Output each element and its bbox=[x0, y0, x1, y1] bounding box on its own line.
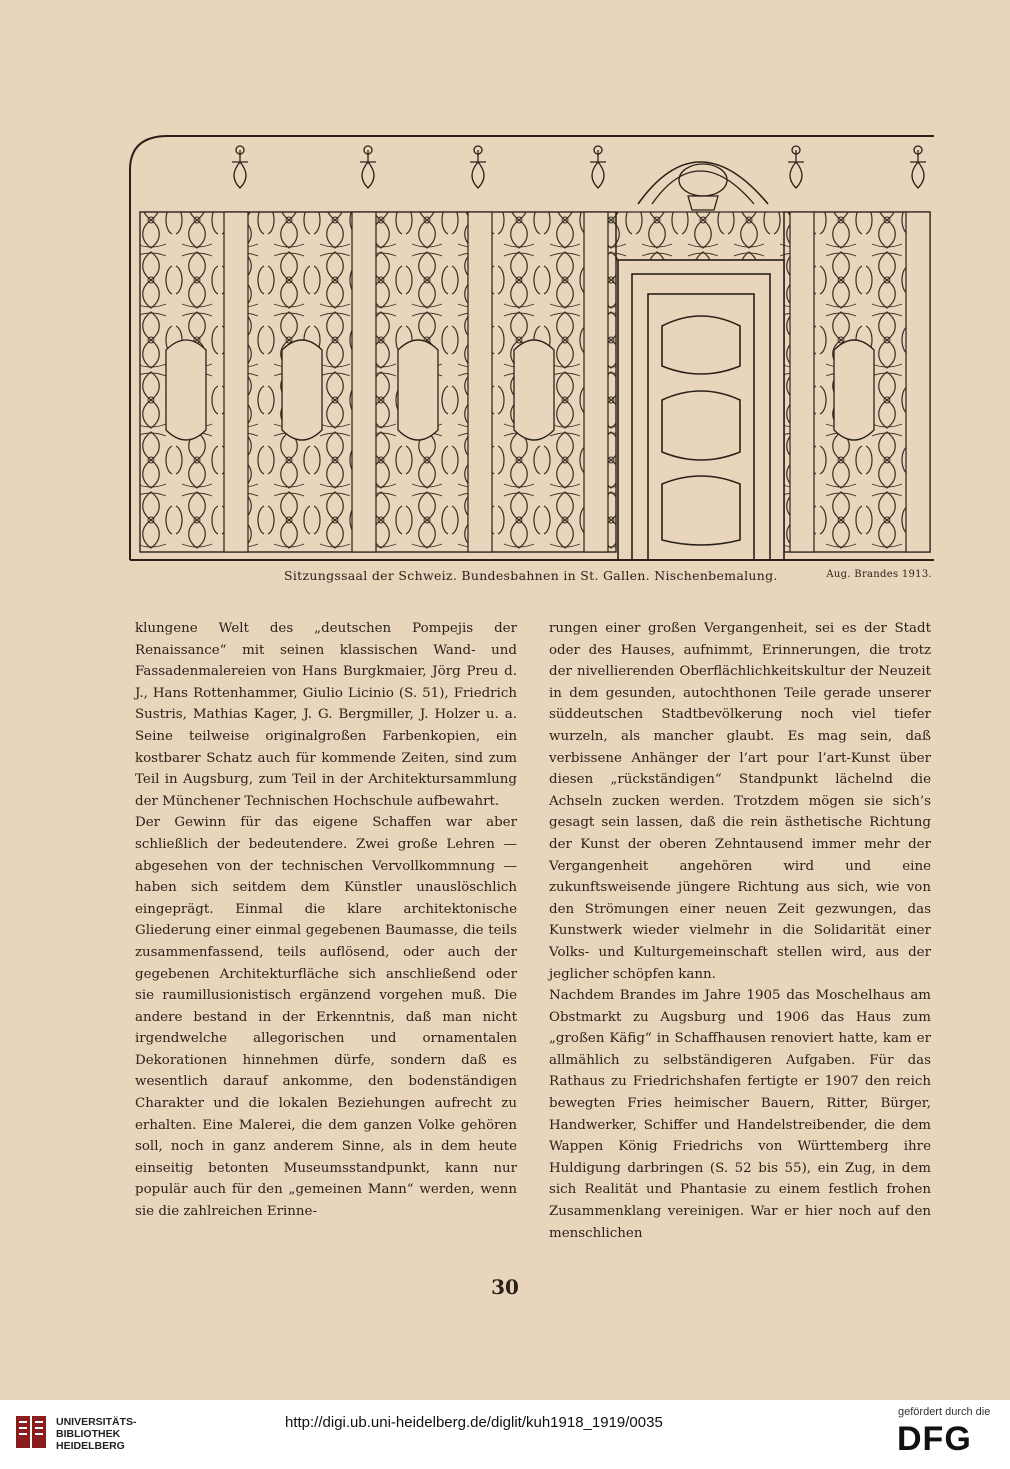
text-column-left bbox=[135, 618, 517, 1223]
digitization-footer bbox=[0, 1400, 1010, 1469]
university-library-logo-icon bbox=[14, 1414, 48, 1450]
page-number: 30 bbox=[491, 1275, 519, 1299]
caption-text: Sitzungssaal der Schweiz. Bundesbahnen in St. Gallen. Nischenbemalung. bbox=[284, 568, 778, 583]
paragraph: Der Gewinn für das eigene Schaffen war aber schließlich der bedeutendere. Zwei große Lehren — abgesehen von der technischen Vervollkommnung — haben sich seitdem dem Künstler unauslöschlich eingeprägt. Einmal die klare architektonische Gliederung einer einmal gegebenen Baumasse, die teils zusammenfassend, teils auflösend, oder auch der gegebenen Architekturfläche sich anschließend oder sie raumillusionistisch ergänzend vorgehen muß. Die andere bestand in der Erkenntnis, daß man nicht irgendwelche allegorischen und ornamentalen Dekorationen hinnehmen dürfe, sondern daß es wesentlich darauf ankomme, den bodenständigen Charakter und die lokalen Beziehungen aufrecht zu erhalten. Eine Malerei, die dem ganzen Volke gehören soll, noch in ganz anderem Sinne, als in dem heute einseitig betonten Museumsstandpunkt, kann nur populär auch für den „gemeinen Mann“ werden, wenn sie die zahlreichen Erinne- bbox=[135, 815, 517, 1220]
paragraph: Nachdem Brandes im Jahre 1905 das Moschelhaus am Obstmarkt zu Augsburg und 1906 das Haus zum „großen Käfig“ in Schaffhausen renoviert hatte, kam er allmählich zu selbständigeren Aufgaben. Für das Rathaus zu Friedrichshafen fertigte er 1907 den reich bewegten Fries heimischer Bauern, Ritter, Bürger, Handwerker, Schiffer und Handelstreibender, die dem Wappen König Friedrichs von Württemberg ihre Huldigung darbringen (S. 52 bis 55), ein Zug, in dem sich Realität und Phantasie zu einem festlich frohen Zusammenklang vereinigen. War er hier noch auf den menschlichen bbox=[549, 988, 931, 1241]
artist-signature: Aug. Brandes 1913. bbox=[826, 569, 932, 580]
illustration-caption bbox=[128, 566, 936, 586]
source-url-link[interactable]: http://digi.ub.uni-heidelberg.de/diglit/kuh1918_1919/0035 bbox=[285, 1414, 663, 1431]
paragraph: rungen einer großen Vergangenheit, sei es der Stadt oder des Hauses, aufnimmt, Erinnerungen, die trotz der nivellierenden Oberflächlichkeitskultur der Neuzeit in dem gesunden, autochthonen Teile gerade unserer süddeutschen Stadtbevölkerung noch viel tiefer wurzeln, als mancher glaubt. Es mag sein, daß verbissene Anhänger der l’art pour l’art-Kunst über diesen „rückständigen“ Standpunkt lächelnd die Achseln zucken werden. Trotzdem mögen sie sich’s gesagt sein lassen, daß die rein ästhetische Richtung der Kunst der oberen Zehntausend immer mehr der Vergangenheit angehören wird und eine zukunftsweisende jüngere Richtung aus sich, wie von den Strömungen einer neuen Zeit gezwungen, das Kunstwerk wieder vielmehr in die Solidarität einer Volks- und Kulturgemeinschaft stellen wird, aus der jeglicher schöpfen kann. bbox=[549, 621, 931, 982]
dfg-logo: DFG bbox=[897, 1420, 972, 1458]
wall-ornament-illustration bbox=[128, 130, 936, 562]
funded-by-text: gefördert durch die bbox=[898, 1406, 991, 1418]
library-name: UNIVERSITÄTS- BIBLIOTHEK HEIDELBERG bbox=[56, 1416, 137, 1452]
paragraph: klungene Welt des „deutschen Pompejis der Renaissance“ mit seinen klassischen Wand- und Fassadenmalereien von Hans Burgkmaier, Jörg Preu d. J., Hans Rottenhammer, Giulio Licinio (S. 51), Friedrich Sustris, Mathias Kager, J. G. Bergmiller, J. Holzer u. a. Seine teilweise originalgroßen Farbenkopien, ein kostbarer Schatz auch für kommende Zeiten, sind zum Teil in Augsburg, zum Teil in der Architektursammlung der Münchener Technischen Hochschule aufbewahrt. bbox=[135, 621, 517, 809]
text-column-right bbox=[549, 618, 931, 1244]
